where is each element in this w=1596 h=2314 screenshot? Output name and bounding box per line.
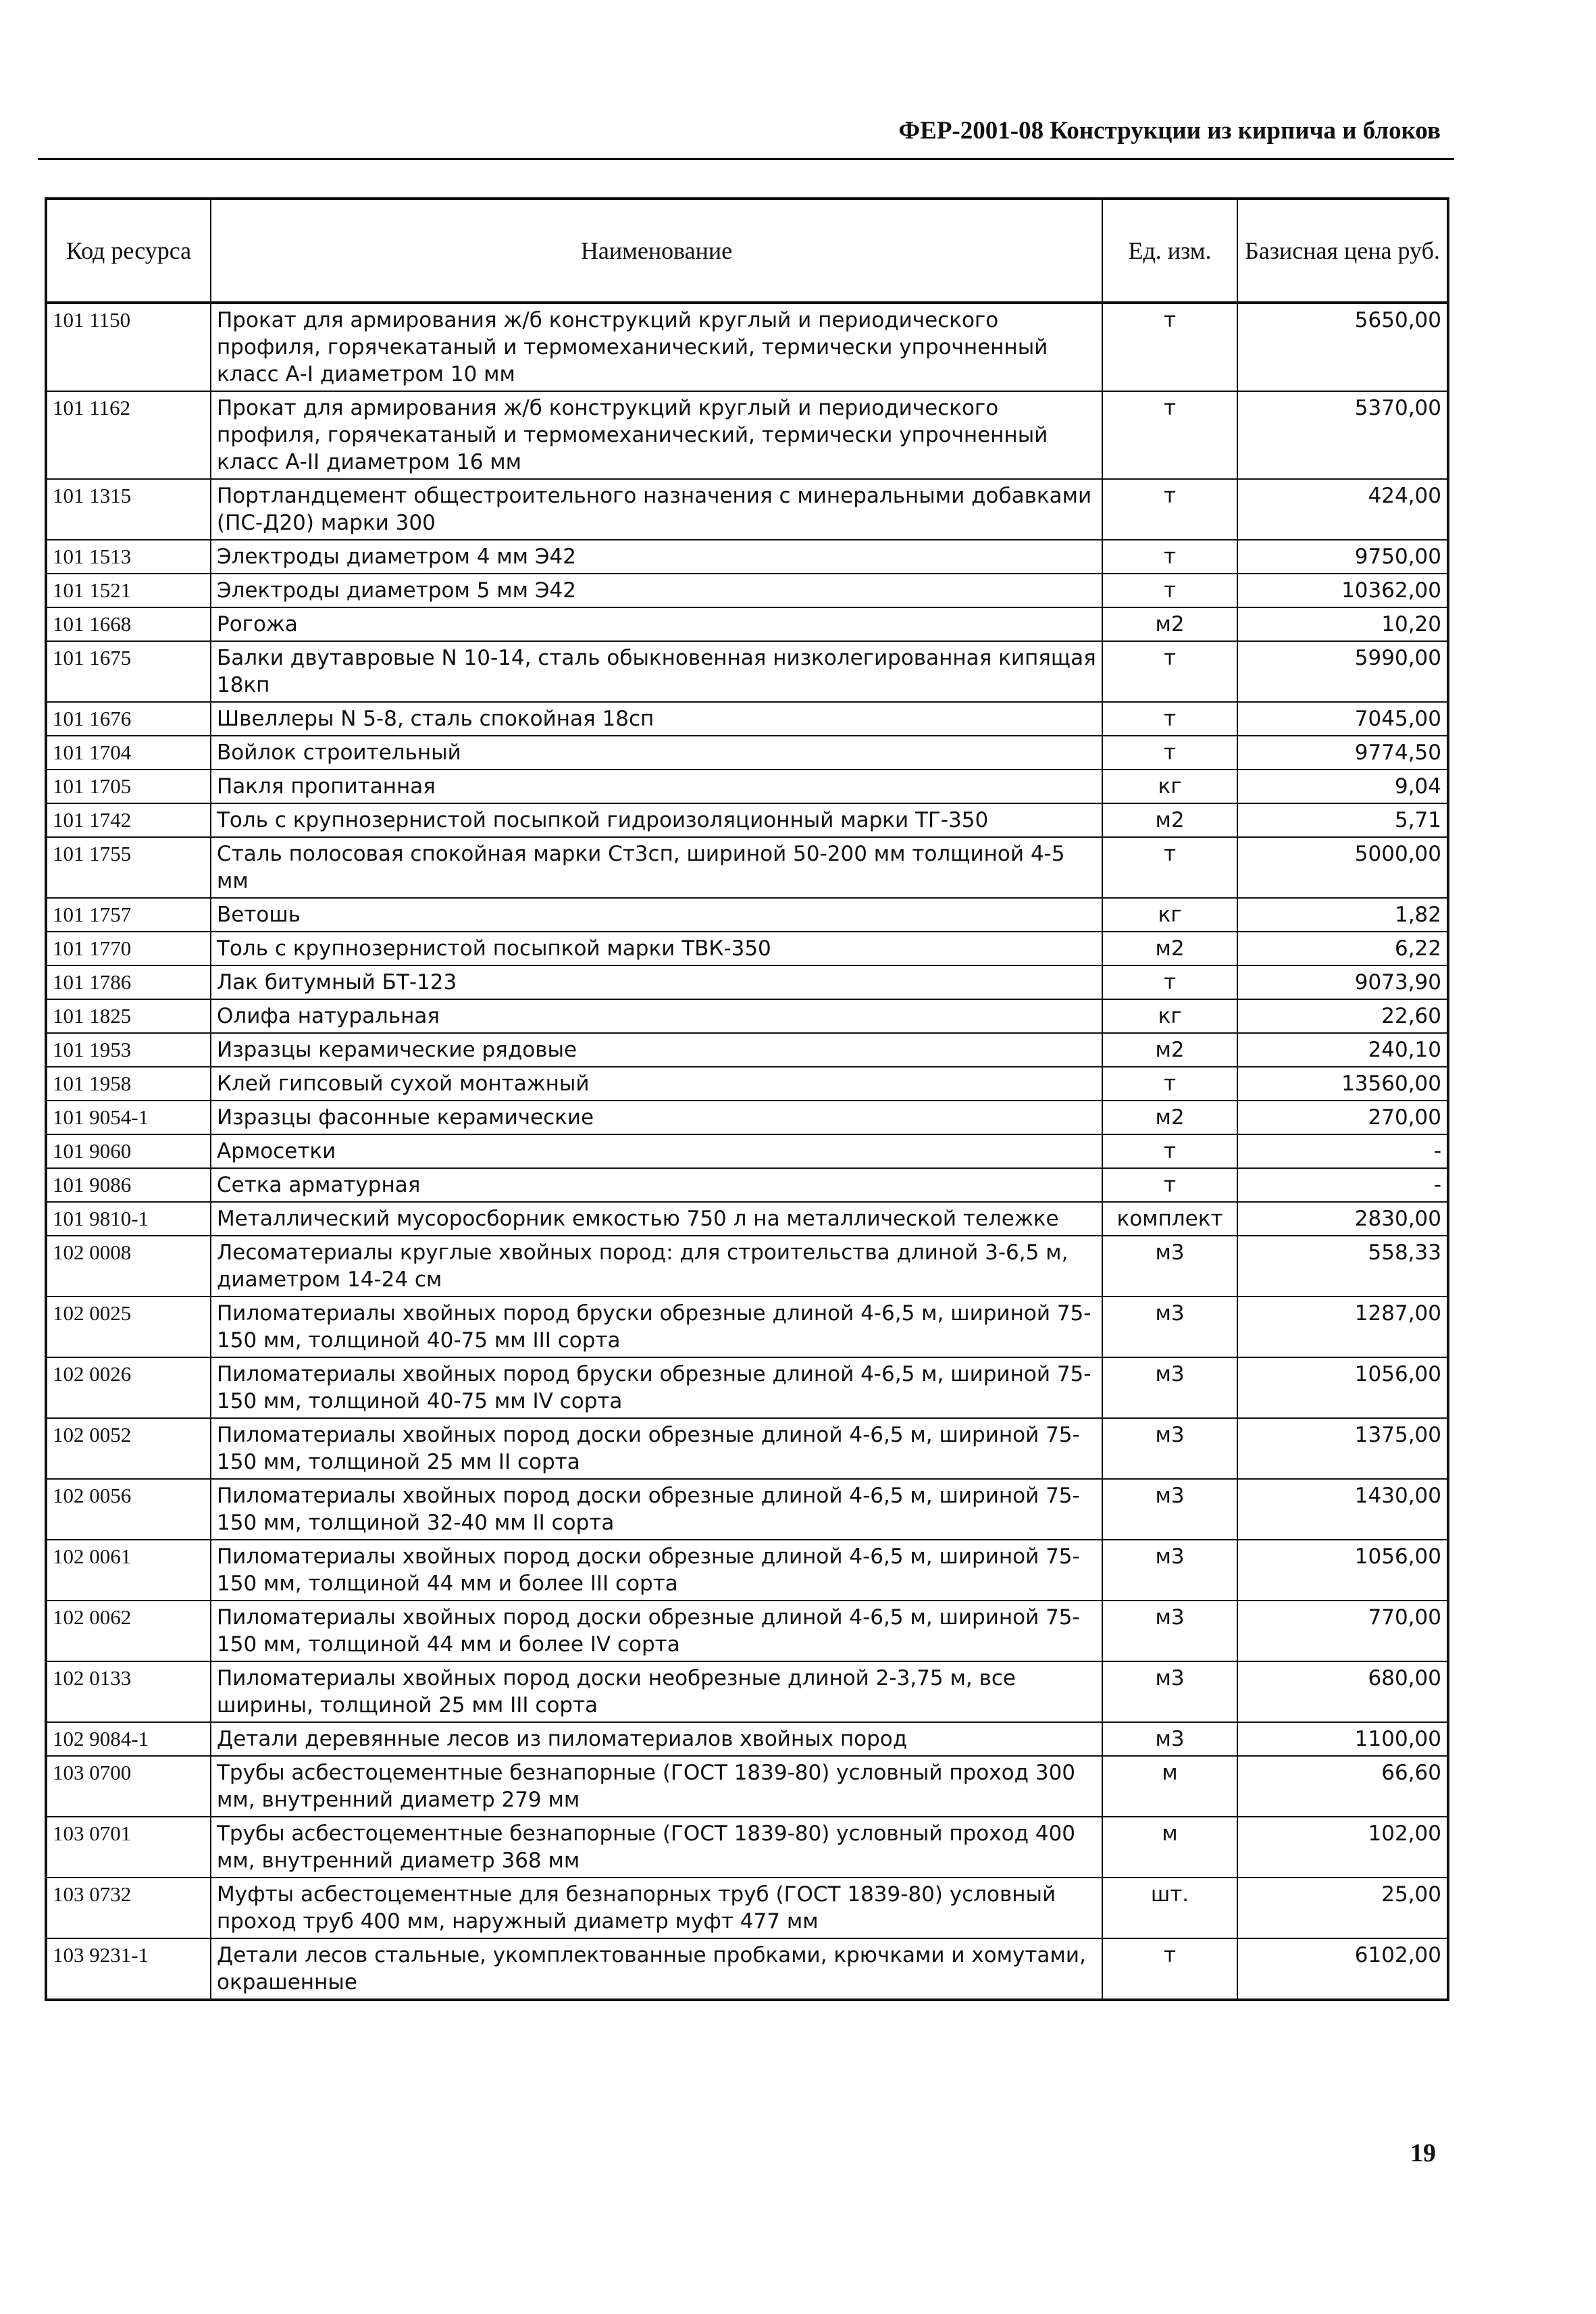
cell-unit: м2: [1102, 932, 1237, 965]
cell-code: 101 1521: [46, 574, 211, 607]
cell-code: 102 0026: [46, 1357, 211, 1418]
table-row: [46, 736, 1448, 770]
cell-price: 240,10: [1237, 1033, 1448, 1067]
cell-unit: м3: [1102, 1297, 1237, 1357]
table-row: [46, 1202, 1448, 1236]
cell-unit: т: [1102, 702, 1237, 736]
cell-price: 1287,00: [1237, 1297, 1448, 1357]
cell-unit: м2: [1102, 803, 1237, 837]
table-row: [46, 1722, 1448, 1756]
table-row: [46, 391, 1448, 479]
table-row: [46, 641, 1448, 702]
table-row: [46, 540, 1448, 574]
table-row: [46, 1297, 1448, 1357]
cell-price: -: [1237, 1168, 1448, 1202]
cell-code: 103 0732: [46, 1878, 211, 1938]
cell-unit: кг: [1102, 770, 1237, 803]
table-row: [46, 702, 1448, 736]
cell-price: 9,04: [1237, 770, 1448, 803]
cell-code: 101 9060: [46, 1134, 211, 1168]
table-row: [46, 999, 1448, 1033]
cell-name: Металлический мусоросборник емкостью 750 л на металлической тележке: [211, 1202, 1102, 1236]
table-row: [46, 607, 1448, 641]
cell-name: Пиломатериалы хвойных пород доски обрезные длиной 4-6,5 м, шириной 75-150 мм, толщиной 44 мм и более III сорта: [211, 1540, 1102, 1601]
table-row: [46, 1168, 1448, 1202]
cell-name: Лак битумный БТ-123: [211, 965, 1102, 999]
cell-price: 2830,00: [1237, 1202, 1448, 1236]
cell-name: Толь с крупнозернистой посыпкой гидроизоляционный марки ТГ-350: [211, 803, 1102, 837]
cell-price: 1056,00: [1237, 1357, 1448, 1418]
table-row: [46, 574, 1448, 607]
table-row: [46, 770, 1448, 803]
cell-price: 10362,00: [1237, 574, 1448, 607]
column-header-unit: Ед. изм.: [1102, 199, 1237, 303]
cell-price: 5,71: [1237, 803, 1448, 837]
cell-code: 101 1676: [46, 702, 211, 736]
cell-code: 101 9810-1: [46, 1202, 211, 1236]
cell-name: Пиломатериалы хвойных пород доски обрезные длиной 4-6,5 м, шириной 75-150 мм, толщиной 32-40 мм II сорта: [211, 1479, 1102, 1540]
cell-price: 5650,00: [1237, 303, 1448, 391]
cell-price: 6102,00: [1237, 1938, 1448, 2000]
cell-unit: т: [1102, 303, 1237, 391]
cell-name: Изразцы фасонные керамические: [211, 1101, 1102, 1134]
cell-name: Армосетки: [211, 1134, 1102, 1168]
cell-unit: кг: [1102, 999, 1237, 1033]
cell-name: Пиломатериалы хвойных пород доски обрезные длиной 4-6,5 м, шириной 75-150 мм, толщиной 25 мм II сорта: [211, 1418, 1102, 1479]
cell-name: Пиломатериалы хвойных пород бруски обрезные длиной 4-6,5 м, шириной 75-150 мм, толщиной 40-75 мм III сорта: [211, 1297, 1102, 1357]
cell-name: Трубы асбестоцементные безнапорные (ГОСТ 1839-80) условный проход 400 мм, внутренний диаметр 368 мм: [211, 1817, 1102, 1878]
table-row: [46, 1033, 1448, 1067]
table-row: [46, 803, 1448, 837]
table-row: [46, 1817, 1448, 1878]
column-header-code: Код ресурса: [46, 199, 211, 303]
cell-name: Толь с крупнозернистой посыпкой марки ТВК-350: [211, 932, 1102, 965]
resources-table: [45, 197, 1449, 2001]
cell-name: Электроды диаметром 5 мм Э42: [211, 574, 1102, 607]
cell-code: 101 1825: [46, 999, 211, 1033]
cell-unit: м3: [1102, 1540, 1237, 1601]
cell-unit: м3: [1102, 1236, 1237, 1297]
cell-name: Швеллеры N 5-8, сталь спокойная 18сп: [211, 702, 1102, 736]
cell-unit: м2: [1102, 1101, 1237, 1134]
cell-code: 101 1668: [46, 607, 211, 641]
table-body: [46, 303, 1448, 2000]
cell-code: 101 1150: [46, 303, 211, 391]
cell-unit: м3: [1102, 1357, 1237, 1418]
cell-code: 101 1513: [46, 540, 211, 574]
cell-code: 101 1742: [46, 803, 211, 837]
cell-unit: м2: [1102, 607, 1237, 641]
cell-price: 10,20: [1237, 607, 1448, 641]
cell-unit: м3: [1102, 1479, 1237, 1540]
cell-unit: комплект: [1102, 1202, 1237, 1236]
cell-name: Войлок строительный: [211, 736, 1102, 770]
table-row: [46, 1067, 1448, 1101]
cell-unit: т: [1102, 479, 1237, 540]
cell-price: 102,00: [1237, 1817, 1448, 1878]
cell-code: 101 1958: [46, 1067, 211, 1101]
cell-unit: м2: [1102, 1033, 1237, 1067]
table-row: [46, 1101, 1448, 1134]
cell-unit: м3: [1102, 1601, 1237, 1661]
cell-name: Пиломатериалы хвойных пород доски обрезные длиной 4-6,5 м, шириной 75-150 мм, толщиной 44 мм и более IV сорта: [211, 1601, 1102, 1661]
table-row: [46, 837, 1448, 898]
cell-price: 5370,00: [1237, 391, 1448, 479]
table-row: [46, 479, 1448, 540]
cell-price: 680,00: [1237, 1661, 1448, 1722]
cell-name: Электроды диаметром 4 мм Э42: [211, 540, 1102, 574]
cell-price: 7045,00: [1237, 702, 1448, 736]
cell-code: 102 0133: [46, 1661, 211, 1722]
cell-unit: м: [1102, 1756, 1237, 1817]
cell-name: Пиломатериалы хвойных пород доски необрезные длиной 2-3,75 м, все ширины, толщиной 25 мм III сорта: [211, 1661, 1102, 1722]
cell-code: 101 9054-1: [46, 1101, 211, 1134]
cell-unit: т: [1102, 1938, 1237, 2000]
cell-price: 9750,00: [1237, 540, 1448, 574]
cell-price: 9774,50: [1237, 736, 1448, 770]
cell-price: 5000,00: [1237, 837, 1448, 898]
cell-code: 101 1953: [46, 1033, 211, 1067]
cell-unit: м3: [1102, 1418, 1237, 1479]
cell-name: Клей гипсовый сухой монтажный: [211, 1067, 1102, 1101]
table-row: [46, 1357, 1448, 1418]
cell-unit: т: [1102, 574, 1237, 607]
cell-name: Ветошь: [211, 898, 1102, 932]
page-number: 19: [1410, 2139, 1436, 2167]
cell-code: 103 0701: [46, 1817, 211, 1878]
cell-unit: т: [1102, 1168, 1237, 1202]
cell-code: 101 1675: [46, 641, 211, 702]
cell-unit: м3: [1102, 1722, 1237, 1756]
cell-price: 5990,00: [1237, 641, 1448, 702]
cell-name: Прокат для армирования ж/б конструкций круглый и периодического профиля, горячекатаный и термомеханический, термически упрочненный класс А-II диаметром 16 мм: [211, 391, 1102, 479]
column-header-name: Наименование: [211, 199, 1102, 303]
table-row: [46, 1661, 1448, 1722]
header-rule: [38, 158, 1454, 160]
table-row: [46, 1134, 1448, 1168]
cell-code: 101 1162: [46, 391, 211, 479]
cell-name: Портландцемент общестроительного назначения с минеральными добавками (ПС-Д20) марки 300: [211, 479, 1102, 540]
cell-code: 102 0062: [46, 1601, 211, 1661]
table-row: [46, 1756, 1448, 1817]
cell-price: 22,60: [1237, 999, 1448, 1033]
cell-price: 6,22: [1237, 932, 1448, 965]
cell-price: 1100,00: [1237, 1722, 1448, 1756]
cell-code: 101 9086: [46, 1168, 211, 1202]
cell-code: 102 0052: [46, 1418, 211, 1479]
cell-price: 770,00: [1237, 1601, 1448, 1661]
table-row: [46, 1479, 1448, 1540]
cell-price: 1430,00: [1237, 1479, 1448, 1540]
table-row: [46, 1540, 1448, 1601]
cell-price: 270,00: [1237, 1101, 1448, 1134]
cell-price: 13560,00: [1237, 1067, 1448, 1101]
cell-unit: т: [1102, 736, 1237, 770]
cell-code: 102 0056: [46, 1479, 211, 1540]
table-row: [46, 898, 1448, 932]
cell-unit: т: [1102, 540, 1237, 574]
cell-unit: т: [1102, 1134, 1237, 1168]
table-row: [46, 1601, 1448, 1661]
cell-unit: м: [1102, 1817, 1237, 1878]
cell-code: 101 1770: [46, 932, 211, 965]
cell-code: 101 1786: [46, 965, 211, 999]
cell-unit: т: [1102, 391, 1237, 479]
cell-code: 102 0025: [46, 1297, 211, 1357]
cell-price: 1375,00: [1237, 1418, 1448, 1479]
cell-name: Прокат для армирования ж/б конструкций круглый и периодического профиля, горячекатаный и термомеханический, термически упрочненный класс А-I диаметром 10 мм: [211, 303, 1102, 391]
cell-code: 102 0008: [46, 1236, 211, 1297]
cell-price: 25,00: [1237, 1878, 1448, 1938]
cell-price: 1056,00: [1237, 1540, 1448, 1601]
cell-name: Сталь полосовая спокойная марки Ст3сп, шириной 50-200 мм толщиной 4-5 мм: [211, 837, 1102, 898]
cell-code: 101 1315: [46, 479, 211, 540]
cell-price: 9073,90: [1237, 965, 1448, 999]
cell-code: 103 9231-1: [46, 1938, 211, 2000]
cell-code: 101 1755: [46, 837, 211, 898]
cell-price: -: [1237, 1134, 1448, 1168]
cell-code: 101 1757: [46, 898, 211, 932]
cell-unit: т: [1102, 837, 1237, 898]
cell-name: Трубы асбестоцементные безнапорные (ГОСТ 1839-80) условный проход 300 мм, внутренний диаметр 279 мм: [211, 1756, 1102, 1817]
cell-unit: т: [1102, 965, 1237, 999]
column-header-price: Базисная цена руб.: [1237, 199, 1448, 303]
table-row: [46, 1878, 1448, 1938]
table-row: [46, 932, 1448, 965]
cell-price: 424,00: [1237, 479, 1448, 540]
cell-name: Пакля пропитанная: [211, 770, 1102, 803]
cell-code: 102 9084-1: [46, 1722, 211, 1756]
cell-name: Рогожа: [211, 607, 1102, 641]
cell-price: 1,82: [1237, 898, 1448, 932]
cell-unit: т: [1102, 641, 1237, 702]
table-row: [46, 1418, 1448, 1479]
cell-name: Сетка арматурная: [211, 1168, 1102, 1202]
cell-code: 101 1705: [46, 770, 211, 803]
cell-name: Балки двутавровые N 10-14, сталь обыкновенная низколегированная кипящая 18кп: [211, 641, 1102, 702]
cell-name: Пиломатериалы хвойных пород бруски обрезные длиной 4-6,5 м, шириной 75-150 мм, толщиной 40-75 мм IV сорта: [211, 1357, 1102, 1418]
cell-code: 102 0061: [46, 1540, 211, 1601]
table-row: [46, 303, 1448, 391]
cell-name: Детали деревянные лесов из пиломатериалов хвойных пород: [211, 1722, 1102, 1756]
table-row: [46, 965, 1448, 999]
cell-name: Муфты асбестоцементные для безнапорных труб (ГОСТ 1839-80) условный проход труб 400 мм, наружный диаметр муфт 477 мм: [211, 1878, 1102, 1938]
cell-code: 101 1704: [46, 736, 211, 770]
cell-unit: т: [1102, 1067, 1237, 1101]
table-header-row: [46, 199, 1448, 303]
cell-unit: кг: [1102, 898, 1237, 932]
cell-price: 558,33: [1237, 1236, 1448, 1297]
cell-name: Детали лесов стальные, укомплектованные пробками, крючками и хомутами, окрашенные: [211, 1938, 1102, 2000]
cell-name: Олифа натуральная: [211, 999, 1102, 1033]
table-row: [46, 1236, 1448, 1297]
cell-code: 103 0700: [46, 1756, 211, 1817]
table-row: [46, 1938, 1448, 2000]
cell-unit: м3: [1102, 1661, 1237, 1722]
cell-name: Изразцы керамические рядовые: [211, 1033, 1102, 1067]
page-header-title: ФЕР-2001-08 Конструкции из кирпича и блоков: [898, 117, 1441, 145]
cell-unit: шт.: [1102, 1878, 1237, 1938]
cell-price: 66,60: [1237, 1756, 1448, 1817]
cell-name: Лесоматериалы круглые хвойных пород: для строительства длиной 3-6,5 м, диаметром 14-24 см: [211, 1236, 1102, 1297]
